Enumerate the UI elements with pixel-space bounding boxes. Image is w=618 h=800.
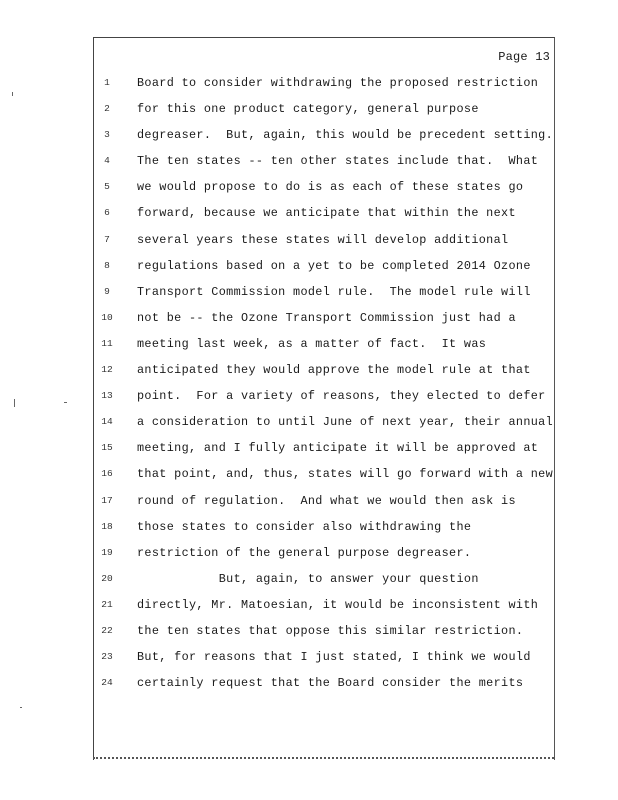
line-number: 13: [101, 390, 113, 402]
line-number: 1: [104, 77, 110, 88]
transcript-line: [0, 200, 618, 226]
line-number: 3: [104, 129, 110, 141]
transcript-line: [0, 253, 618, 279]
line-number: 20: [101, 572, 113, 584]
line-number: 6: [104, 207, 110, 219]
line-text: meeting, and I fully anticipate it will be approved at: [137, 441, 539, 456]
line-number: 9: [104, 285, 110, 297]
page-number-label: Page 13: [498, 50, 550, 64]
transcript-line: [0, 644, 618, 670]
line-text: anticipated they would approve the model rule at that: [137, 363, 531, 378]
page-bottom-rule: [93, 757, 554, 759]
transcript-line: [0, 148, 618, 174]
transcript-line: [0, 461, 618, 487]
line-text: certainly request that the Board consider the merits: [137, 676, 524, 691]
line-text: those states to consider also withdrawing the: [137, 519, 472, 534]
line-number: 11: [101, 337, 113, 349]
transcript-line: [0, 566, 618, 592]
line-text: that point, and, thus, states will go forward with a new: [137, 467, 554, 482]
transcript-line: [0, 96, 618, 122]
line-text: a consideration to until June of next year, their annual: [137, 415, 554, 430]
line-number: 18: [101, 520, 113, 532]
line-number: 19: [101, 546, 113, 558]
line-number: 12: [101, 364, 113, 376]
line-text: Board to consider withdrawing the proposed restriction: [137, 76, 539, 90]
transcript-line: [0, 331, 618, 357]
scan-mark: [20, 707, 22, 708]
transcript-body: [0, 70, 618, 696]
line-number: 2: [104, 103, 110, 115]
line-number: 8: [104, 259, 110, 271]
transcript-line: [0, 383, 618, 409]
line-text: directly, Mr. Matoesian, it would be inconsistent with: [137, 597, 539, 612]
transcript-line: [0, 409, 618, 435]
transcript-line: [0, 357, 618, 383]
line-text: for this one product category, general purpose: [137, 102, 479, 117]
line-number: 4: [104, 155, 110, 167]
scan-mark: [14, 399, 15, 407]
line-number: 7: [104, 233, 110, 245]
transcript-line: [0, 540, 618, 566]
line-text: restriction of the general purpose degreaser.: [137, 545, 472, 560]
scan-mark: [12, 92, 13, 96]
line-number: 23: [101, 651, 113, 663]
line-number: 22: [101, 624, 113, 636]
line-text: degreaser. But, again, this would be precedent setting.: [137, 128, 554, 143]
line-text: Transport Commission model rule. The model rule will: [137, 284, 531, 299]
transcript-line: [0, 488, 618, 514]
line-text: But, again, to answer your question: [137, 571, 479, 586]
line-text: not be -- the Ozone Transport Commission just had a: [137, 310, 516, 325]
line-text: the ten states that oppose this similar restriction.: [137, 623, 524, 638]
line-number: 10: [101, 311, 113, 323]
line-text: meeting last week, as a matter of fact. It was: [137, 336, 487, 351]
line-number: 5: [104, 181, 110, 193]
transcript-line: [0, 174, 618, 200]
line-text: point. For a variety of reasons, they elected to defer: [137, 389, 546, 404]
transcript-line: [0, 514, 618, 540]
line-number: 17: [101, 494, 113, 506]
transcript-line: [0, 435, 618, 461]
line-number: 16: [101, 468, 113, 480]
line-number: 15: [101, 442, 113, 454]
transcript-line: [0, 618, 618, 644]
line-text: regulations based on a yet to be completed 2014 Ozone: [137, 258, 531, 273]
line-text: round of regulation. And what we would then ask is: [137, 493, 516, 508]
transcript-line: [0, 70, 618, 96]
transcript-line: [0, 592, 618, 618]
transcript-line: [0, 122, 618, 148]
line-text: forward, because we anticipate that within the next: [137, 206, 516, 221]
line-text: The ten states -- ten other states include that. What: [137, 154, 539, 169]
scan-mark: [64, 402, 67, 403]
transcript-line: [0, 305, 618, 331]
line-number: 24: [101, 677, 113, 689]
line-text: we would propose to do is as each of these states go: [137, 180, 524, 195]
line-text: several years these states will develop additional: [137, 232, 509, 247]
transcript-line: [0, 279, 618, 305]
transcript-line: [0, 227, 618, 253]
line-number: 14: [101, 416, 113, 428]
line-text: But, for reasons that I just stated, I think we would: [137, 650, 531, 665]
transcript-line: [0, 670, 618, 696]
line-number: 21: [101, 598, 113, 610]
